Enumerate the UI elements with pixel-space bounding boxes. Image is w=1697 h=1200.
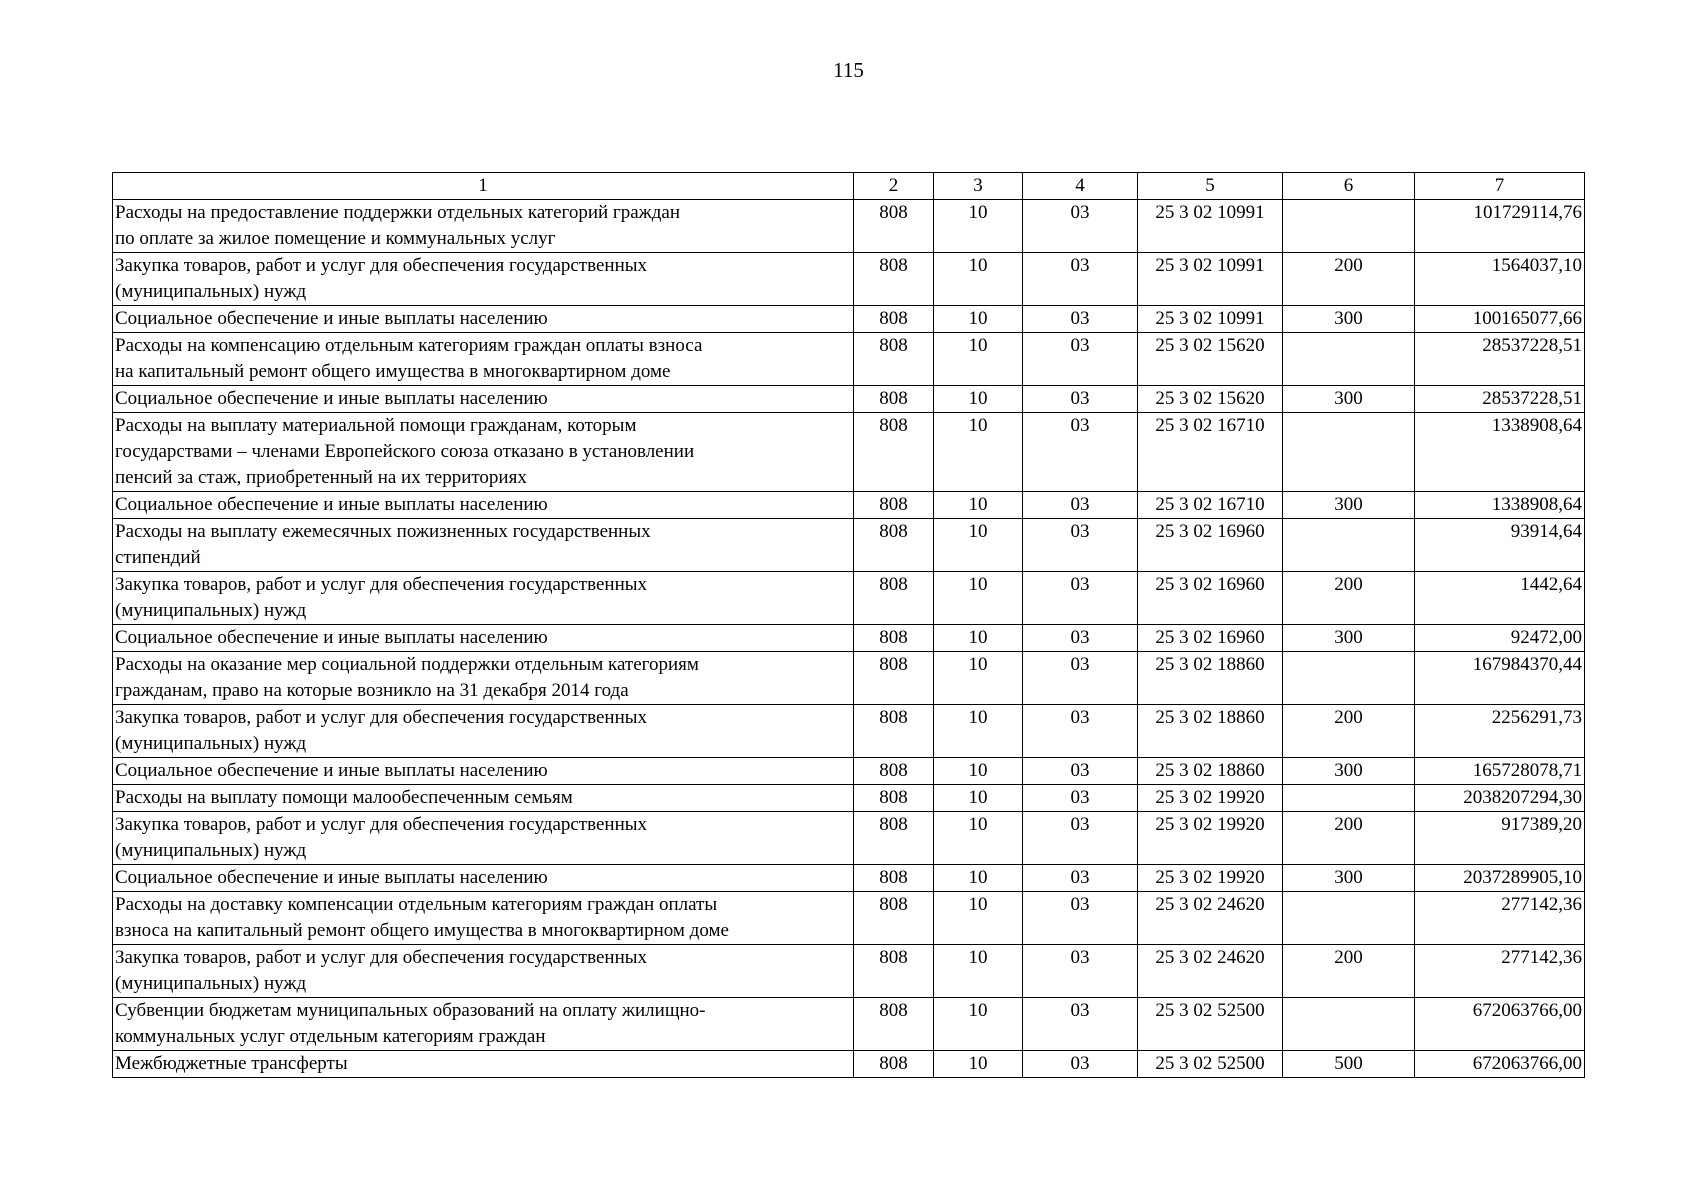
expense-name-line: Закупка товаров, работ и услуг для обеспечения государственных — [115, 707, 648, 728]
cell-expense-name — [113, 572, 854, 625]
cell-ministry-code: 808 — [854, 253, 934, 306]
cell-section: 10 — [934, 519, 1023, 572]
cell-expense-name — [113, 253, 854, 306]
expense-name-line: Закупка товаров, работ и услуг для обеспечения государственных — [115, 255, 648, 276]
cell-subsection: 03 — [1023, 758, 1138, 785]
cell-section: 10 — [934, 892, 1023, 945]
cell-subsection: 03 — [1023, 413, 1138, 492]
expense-name-line: Социальное обеспечение и иные выплаты населению — [115, 760, 548, 781]
cell-ministry-code: 808 — [854, 705, 934, 758]
table-row — [113, 413, 1585, 492]
cell-expense-name — [113, 812, 854, 865]
table-row — [113, 1051, 1585, 1078]
cell-expense-name — [113, 625, 854, 652]
table-row — [113, 386, 1585, 413]
cell-ministry-code: 808 — [854, 998, 934, 1051]
table-row — [113, 492, 1585, 519]
expense-name-line: взноса на капитальный ремонт общего имущества в многоквартирном доме — [115, 920, 729, 941]
cell-target-article: 25 3 02 19920 — [1138, 785, 1283, 812]
cell-expense-type — [1283, 892, 1415, 945]
cell-expense-type: 300 — [1283, 625, 1415, 652]
cell-expense-name — [113, 892, 854, 945]
cell-expense-type: 200 — [1283, 812, 1415, 865]
cell-amount: 92472,00 — [1415, 625, 1585, 652]
expense-name-line: на капитальный ремонт общего имущества в многоквартирном доме — [115, 361, 671, 382]
expense-name-line: Закупка товаров, работ и услуг для обеспечения государственных — [115, 814, 648, 835]
cell-expense-name — [113, 200, 854, 253]
cell-section: 10 — [934, 758, 1023, 785]
cell-section: 10 — [934, 812, 1023, 865]
cell-ministry-code: 808 — [854, 625, 934, 652]
cell-subsection: 03 — [1023, 333, 1138, 386]
cell-target-article: 25 3 02 52500 — [1138, 1051, 1283, 1078]
cell-amount: 93914,64 — [1415, 519, 1585, 572]
cell-expense-type: 300 — [1283, 865, 1415, 892]
cell-amount: 917389,20 — [1415, 812, 1585, 865]
cell-target-article: 25 3 02 15620 — [1138, 386, 1283, 413]
cell-expense-name — [113, 413, 854, 492]
expense-name-line: Закупка товаров, работ и услуг для обеспечения государственных — [115, 947, 648, 968]
cell-subsection: 03 — [1023, 1051, 1138, 1078]
cell-expense-type — [1283, 333, 1415, 386]
expense-name-line: Расходы на оказание мер социальной поддержки отдельным категориям — [115, 654, 699, 675]
cell-subsection: 03 — [1023, 492, 1138, 519]
cell-target-article: 25 3 02 16960 — [1138, 519, 1283, 572]
table-row — [113, 865, 1585, 892]
expense-name-line: Расходы на выплату ежемесячных пожизненных государственных — [115, 521, 651, 542]
cell-expense-name — [113, 519, 854, 572]
header-col-6: 6 — [1283, 173, 1415, 200]
cell-target-article: 25 3 02 16960 — [1138, 572, 1283, 625]
cell-target-article: 25 3 02 10991 — [1138, 306, 1283, 333]
cell-expense-type: 300 — [1283, 386, 1415, 413]
cell-expense-type: 200 — [1283, 572, 1415, 625]
expense-name-line: Социальное обеспечение и иные выплаты населению — [115, 627, 548, 648]
cell-section: 10 — [934, 200, 1023, 253]
cell-target-article: 25 3 02 16710 — [1138, 492, 1283, 519]
cell-section: 10 — [934, 625, 1023, 652]
cell-expense-name — [113, 492, 854, 519]
cell-section: 10 — [934, 705, 1023, 758]
cell-ministry-code: 808 — [854, 652, 934, 705]
expense-name-line: коммунальных услуг отдельным категориям граждан — [115, 1026, 546, 1047]
cell-section: 10 — [934, 572, 1023, 625]
cell-expense-name — [113, 998, 854, 1051]
expense-name-line: (муниципальных) нужд — [115, 973, 307, 994]
cell-subsection: 03 — [1023, 998, 1138, 1051]
cell-target-article: 25 3 02 18860 — [1138, 652, 1283, 705]
table-row — [113, 705, 1585, 758]
cell-amount: 277142,36 — [1415, 892, 1585, 945]
cell-subsection: 03 — [1023, 572, 1138, 625]
cell-subsection: 03 — [1023, 200, 1138, 253]
cell-ministry-code: 808 — [854, 892, 934, 945]
cell-ministry-code: 808 — [854, 306, 934, 333]
cell-target-article: 25 3 02 15620 — [1138, 333, 1283, 386]
table-row — [113, 200, 1585, 253]
cell-amount: 1442,64 — [1415, 572, 1585, 625]
cell-target-article: 25 3 02 18860 — [1138, 758, 1283, 785]
expense-name-line: Социальное обеспечение и иные выплаты населению — [115, 308, 548, 329]
cell-amount: 2038207294,30 — [1415, 785, 1585, 812]
table-body — [113, 200, 1585, 1078]
expense-name-line: Расходы на выплату помощи малообеспеченным семьям — [115, 787, 573, 808]
table-row — [113, 572, 1585, 625]
cell-amount: 277142,36 — [1415, 945, 1585, 998]
expense-name-line: Социальное обеспечение и иные выплаты населению — [115, 494, 548, 515]
cell-amount: 2256291,73 — [1415, 705, 1585, 758]
cell-subsection: 03 — [1023, 386, 1138, 413]
header-row — [113, 173, 1585, 200]
cell-expense-type — [1283, 998, 1415, 1051]
expense-name-line: (муниципальных) нужд — [115, 840, 307, 861]
cell-expense-type: 200 — [1283, 945, 1415, 998]
cell-expense-type — [1283, 652, 1415, 705]
cell-expense-name — [113, 333, 854, 386]
cell-expense-type: 200 — [1283, 705, 1415, 758]
cell-amount: 100165077,66 — [1415, 306, 1585, 333]
cell-amount: 672063766,00 — [1415, 1051, 1585, 1078]
cell-subsection: 03 — [1023, 625, 1138, 652]
expense-name-line: (муниципальных) нужд — [115, 733, 307, 754]
cell-ministry-code: 808 — [854, 758, 934, 785]
cell-ministry-code: 808 — [854, 200, 934, 253]
cell-subsection: 03 — [1023, 705, 1138, 758]
expense-name-line: пенсий за стаж, приобретенный на их территориях — [115, 467, 527, 488]
expense-name-line: стипендий — [115, 547, 201, 568]
header-col-1: 1 — [113, 173, 854, 200]
cell-section: 10 — [934, 785, 1023, 812]
table-header — [113, 173, 1585, 200]
cell-target-article: 25 3 02 10991 — [1138, 200, 1283, 253]
expense-name-line: Субвенции бюджетам муниципальных образований на оплату жилищно- — [115, 1000, 706, 1021]
cell-amount: 101729114,76 — [1415, 200, 1585, 253]
cell-ministry-code: 808 — [854, 492, 934, 519]
cell-expense-type: 300 — [1283, 758, 1415, 785]
cell-expense-name — [113, 758, 854, 785]
cell-section: 10 — [934, 253, 1023, 306]
cell-section: 10 — [934, 386, 1023, 413]
cell-expense-type: 200 — [1283, 253, 1415, 306]
expense-name-line: Расходы на предоставление поддержки отдельных категорий граждан — [115, 202, 681, 223]
table-row — [113, 785, 1585, 812]
cell-amount: 1338908,64 — [1415, 413, 1585, 492]
table-row — [113, 998, 1585, 1051]
cell-expense-type: 500 — [1283, 1051, 1415, 1078]
cell-subsection: 03 — [1023, 892, 1138, 945]
expense-name-line: государствами – членами Европейского союза отказано в установлении — [115, 441, 695, 462]
cell-section: 10 — [934, 492, 1023, 519]
cell-target-article: 25 3 02 19920 — [1138, 812, 1283, 865]
table-row — [113, 945, 1585, 998]
cell-section: 10 — [934, 865, 1023, 892]
cell-expense-type — [1283, 785, 1415, 812]
cell-expense-type — [1283, 200, 1415, 253]
header-col-5: 5 — [1138, 173, 1283, 200]
expense-name-line: Социальное обеспечение и иные выплаты населению — [115, 867, 548, 888]
cell-expense-type: 300 — [1283, 492, 1415, 519]
cell-subsection: 03 — [1023, 652, 1138, 705]
cell-ministry-code: 808 — [854, 572, 934, 625]
table-row — [113, 812, 1585, 865]
cell-expense-type — [1283, 519, 1415, 572]
cell-expense-name — [113, 945, 854, 998]
expense-name-line: Закупка товаров, работ и услуг для обеспечения государственных — [115, 574, 648, 595]
cell-section: 10 — [934, 1051, 1023, 1078]
expense-name-line: Расходы на компенсацию отдельным категориям граждан оплаты взноса — [115, 335, 703, 356]
table-row — [113, 519, 1585, 572]
cell-expense-name — [113, 652, 854, 705]
expense-name-line: по оплате за жилое помещение и коммунальных услуг — [115, 228, 556, 249]
cell-target-article: 25 3 02 16960 — [1138, 625, 1283, 652]
cell-expense-name — [113, 386, 854, 413]
budget-table — [112, 172, 1585, 1078]
cell-expense-name — [113, 785, 854, 812]
cell-expense-type — [1283, 413, 1415, 492]
cell-ministry-code: 808 — [854, 812, 934, 865]
cell-amount: 165728078,71 — [1415, 758, 1585, 785]
cell-section: 10 — [934, 413, 1023, 492]
table-row — [113, 625, 1585, 652]
cell-amount: 167984370,44 — [1415, 652, 1585, 705]
cell-subsection: 03 — [1023, 253, 1138, 306]
cell-target-article: 25 3 02 52500 — [1138, 998, 1283, 1051]
table-row — [113, 306, 1585, 333]
expense-name-line: Расходы на доставку компенсации отдельным категориям граждан оплаты — [115, 894, 718, 915]
cell-ministry-code: 808 — [854, 945, 934, 998]
cell-amount: 1338908,64 — [1415, 492, 1585, 519]
expense-name-line: (муниципальных) нужд — [115, 600, 307, 621]
cell-section: 10 — [934, 998, 1023, 1051]
header-col-4: 4 — [1023, 173, 1138, 200]
cell-subsection: 03 — [1023, 812, 1138, 865]
cell-section: 10 — [934, 333, 1023, 386]
cell-expense-name — [113, 705, 854, 758]
cell-subsection: 03 — [1023, 785, 1138, 812]
cell-ministry-code: 808 — [854, 519, 934, 572]
expense-name-line: Социальное обеспечение и иные выплаты населению — [115, 388, 548, 409]
page-number: 115 — [833, 58, 864, 82]
expense-name-line: Расходы на выплату материальной помощи гражданам, которым — [115, 415, 637, 436]
cell-subsection: 03 — [1023, 519, 1138, 572]
cell-amount: 28537228,51 — [1415, 333, 1585, 386]
cell-expense-name — [113, 1051, 854, 1078]
cell-ministry-code: 808 — [854, 413, 934, 492]
table-row — [113, 652, 1585, 705]
cell-section: 10 — [934, 945, 1023, 998]
table-row — [113, 892, 1585, 945]
cell-target-article: 25 3 02 19920 — [1138, 865, 1283, 892]
cell-expense-name — [113, 865, 854, 892]
cell-target-article: 25 3 02 10991 — [1138, 253, 1283, 306]
cell-ministry-code: 808 — [854, 865, 934, 892]
cell-subsection: 03 — [1023, 945, 1138, 998]
cell-expense-type: 300 — [1283, 306, 1415, 333]
table-row — [113, 333, 1585, 386]
cell-target-article: 25 3 02 16710 — [1138, 413, 1283, 492]
cell-section: 10 — [934, 306, 1023, 333]
cell-amount: 1564037,10 — [1415, 253, 1585, 306]
cell-ministry-code: 808 — [854, 785, 934, 812]
cell-subsection: 03 — [1023, 306, 1138, 333]
cell-amount: 672063766,00 — [1415, 998, 1585, 1051]
table-row — [113, 253, 1585, 306]
header-col-3: 3 — [934, 173, 1023, 200]
cell-target-article: 25 3 02 24620 — [1138, 892, 1283, 945]
header-col-2: 2 — [854, 173, 934, 200]
cell-ministry-code: 808 — [854, 333, 934, 386]
cell-section: 10 — [934, 652, 1023, 705]
cell-amount: 28537228,51 — [1415, 386, 1585, 413]
expense-name-line: гражданам, право на которые возникло на 31 декабря 2014 года — [115, 680, 629, 701]
cell-ministry-code: 808 — [854, 1051, 934, 1078]
expense-name-line: (муниципальных) нужд — [115, 281, 307, 302]
cell-amount: 2037289905,10 — [1415, 865, 1585, 892]
cell-ministry-code: 808 — [854, 386, 934, 413]
expense-name-line: Межбюджетные трансферты — [115, 1053, 348, 1074]
cell-target-article: 25 3 02 24620 — [1138, 945, 1283, 998]
cell-expense-name — [113, 306, 854, 333]
header-col-7: 7 — [1415, 173, 1585, 200]
table-row — [113, 758, 1585, 785]
cell-target-article: 25 3 02 18860 — [1138, 705, 1283, 758]
cell-subsection: 03 — [1023, 865, 1138, 892]
